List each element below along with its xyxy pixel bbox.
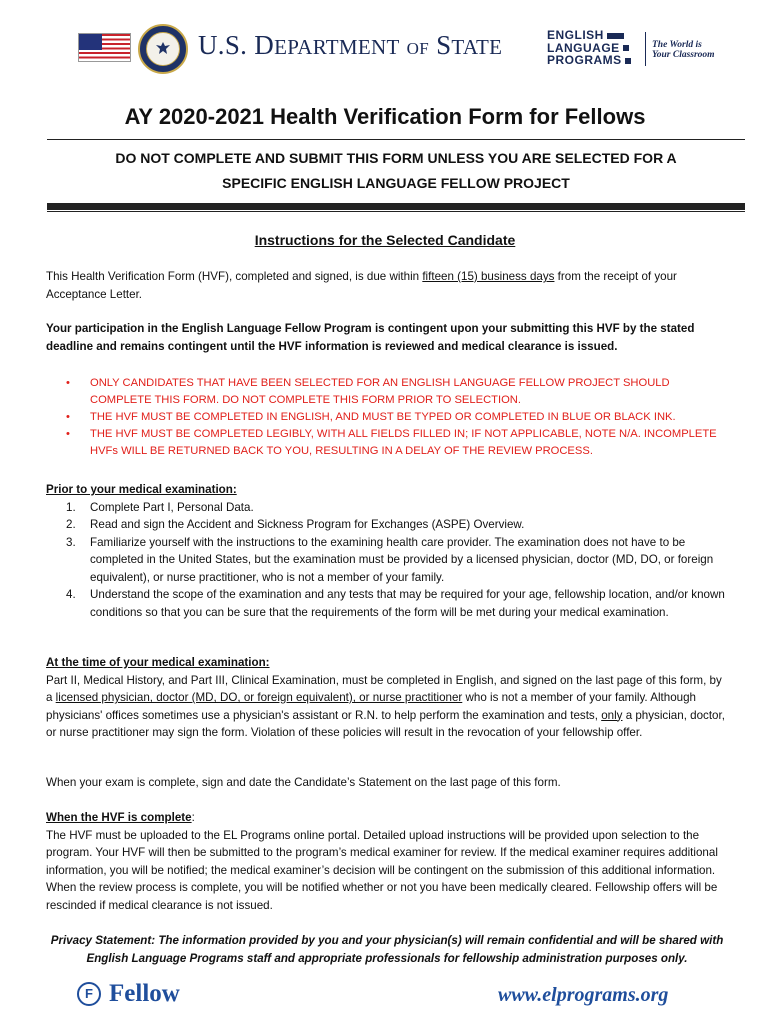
- prior-steps-list: [46, 499, 728, 622]
- bullet-icon: •: [66, 411, 70, 423]
- title-divider: [47, 139, 745, 140]
- eagle-icon: [154, 39, 172, 57]
- prior-section: [46, 481, 728, 621]
- heavy-divider: [47, 203, 745, 210]
- deadline-text: fifteen (15) business days: [422, 270, 555, 283]
- dept-us: U.S.: [198, 30, 248, 60]
- warning-line-2: SPECIFIC ENGLISH LANGUAGE FELLOW PROJECT: [222, 175, 570, 191]
- department-of-state-wordmark: [198, 30, 502, 61]
- exam-complete-paragraph: When your exam is complete, sign and date the Candidate’s Statement on the last page of this form.: [46, 776, 561, 789]
- list-item: • THE HVF MUST BE COMPLETED LEGIBLY, WITH ALL FIELDS FILLED IN; IF NOT APPLICABLE, NOTE N/A. INCOMPLETE HVFs WILL BE RETURNED BACK TO YOU, RESULTING IN A DELAY OF THE REVIEW PROCESS.: [66, 428, 717, 457]
- list-item: 1. Complete Part I, Personal Data.: [66, 500, 254, 514]
- fellow-wordmark: Fellow: [109, 980, 180, 1007]
- page-header: [0, 18, 770, 80]
- elp-line-3: PROGRAMS: [547, 53, 622, 67]
- logo-divider: [645, 32, 646, 66]
- list-item: 4. Understand the scope of the examination and any tests that may be required for your age, fellowship location, and/or known conditions so that you can be sure that the requirements of the form will be met during your medical examination.: [66, 588, 725, 619]
- elp-line-1: ENGLISH: [547, 28, 604, 42]
- form-title: AY 2020-2021 Health Verification Form for Fellows: [124, 104, 646, 129]
- list-item: 3. Familiarize yourself with the instructions to the examining health care provider. The examination does not have to be completed in the United States, but the examination must be provided by a licensed physician, doctor (MD, DO, or foreign equivalent), or nurse practitioner, who is not a member of your family.: [66, 535, 714, 584]
- intro-paragraph: This Health Verification Form (HVF), completed and signed, is due within fifteen (15) business days from the receipt of your Acceptance Letter.: [46, 270, 677, 301]
- bullet-icon: •: [66, 428, 70, 440]
- bullet-icon: •: [66, 377, 70, 389]
- fellow-f-icon: F: [77, 982, 101, 1006]
- dept-d: D: [254, 30, 275, 60]
- at-time-heading: At the time of your medical examination:: [46, 656, 270, 669]
- department-seal-icon: [138, 24, 188, 74]
- list-item: 2. Read and sign the Accident and Sickness Program for Exchanges (ASPE) Overview.: [66, 518, 525, 531]
- tagline-line-2: Your Classroom: [652, 50, 715, 60]
- instructions-heading: Instructions for the Selected Candidate: [254, 232, 516, 248]
- list-item: • THE HVF MUST BE COMPLETED IN ENGLISH, AND MUST BE TYPED OR COMPLETED IN BLUE OR BLACK INK.: [46, 409, 728, 426]
- dept-s: S: [436, 30, 452, 60]
- warning-line-1: DO NOT COMPLETE AND SUBMIT THIS FORM UNLESS YOU ARE SELECTED FOR A: [115, 150, 677, 166]
- tagline-line-1: The World is: [652, 40, 702, 50]
- dept-of: OF: [406, 39, 430, 58]
- website-url: www.elprograms.org: [498, 984, 669, 1006]
- elp-line-2: LANGUAGE: [547, 40, 620, 55]
- requirements-list: [46, 375, 728, 460]
- at-time-paragraph: Part II, Medical History, and Part III, Clinical Examination, must be completed in English, and signed on the last page of this form, by a licensed physician, doctor (MD, DO, or foreign equivalent), or nurse practitioner who is not a member of your family. Although physicians' offices sometimes use a physician's assistant or R.N. to help perform the examination and tests, only a physician, doctor, or nurse practitioner may sign the form. Violation of these policies will result in the revocation of your fellowship offer.: [46, 673, 725, 739]
- participation-paragraph: Your participation in the English Language Fellow Program is contingent upon your submitting this HVF by the stated deadline and remains contingent until the HVF information is reviewed and medical clearance is issued.: [46, 322, 695, 353]
- when-complete-section: When the HVF is complete: The HVF must be uploaded to the EL Programs online portal. Detailed upload instructions will be provided upon selection to the program. Your HVF will then be submitted to the program’s medical examiner for review. If the medical examiner requires additional information, you will be notified; the medical examiner’s decision will be contingent on the submission of this additional information. When the review process is complete, you will be notified whether or not you have been medically cleared. Fellowship offers will be rescinded if medical clearance is not issued.: [46, 809, 728, 914]
- dept-tate: TATE: [451, 35, 503, 59]
- when-complete-paragraph: The HVF must be uploaded to the EL Programs online portal. Detailed upload instructions will be provided upon selection to the program. Your HVF will then be submitted to the program’s medical examiner for review. If the medical examiner requires additional information, you will be notified; the medical examiner’s decision will be contingent on the submission of this additional information. When the review process is complete, you will be notified whether or not you have been medically cleared. Fellowship offers will be rescinded if medical clearance is not issued.: [46, 828, 718, 912]
- privacy-statement: Privacy Statement: The information provided by you and your physician(s) will remain confidential and will be shared with English Language Programs staff and appropriate professionals for fellowship administration purposes only.: [50, 934, 724, 965]
- selection-warning: [47, 146, 745, 196]
- prior-heading: Prior to your medical examination:: [46, 483, 237, 496]
- list-item: • ONLY CANDIDATES THAT HAVE BEEN SELECTED FOR AN ENGLISH LANGUAGE FELLOW PROJECT SHOULD COMPLETE THIS FORM. DO NOT COMPLETE THIS FORM PRIOR TO SELECTION.: [66, 377, 670, 406]
- tagline: [652, 40, 715, 60]
- thin-divider: [47, 211, 745, 212]
- at-time-section: [46, 654, 728, 742]
- dept-epartment: EPARTMENT: [274, 35, 400, 59]
- us-flag-icon: [78, 33, 131, 62]
- when-complete-heading: When the HVF is complete: [46, 811, 192, 824]
- flag-canton: [79, 34, 102, 50]
- english-language-programs-logo: [547, 29, 643, 67]
